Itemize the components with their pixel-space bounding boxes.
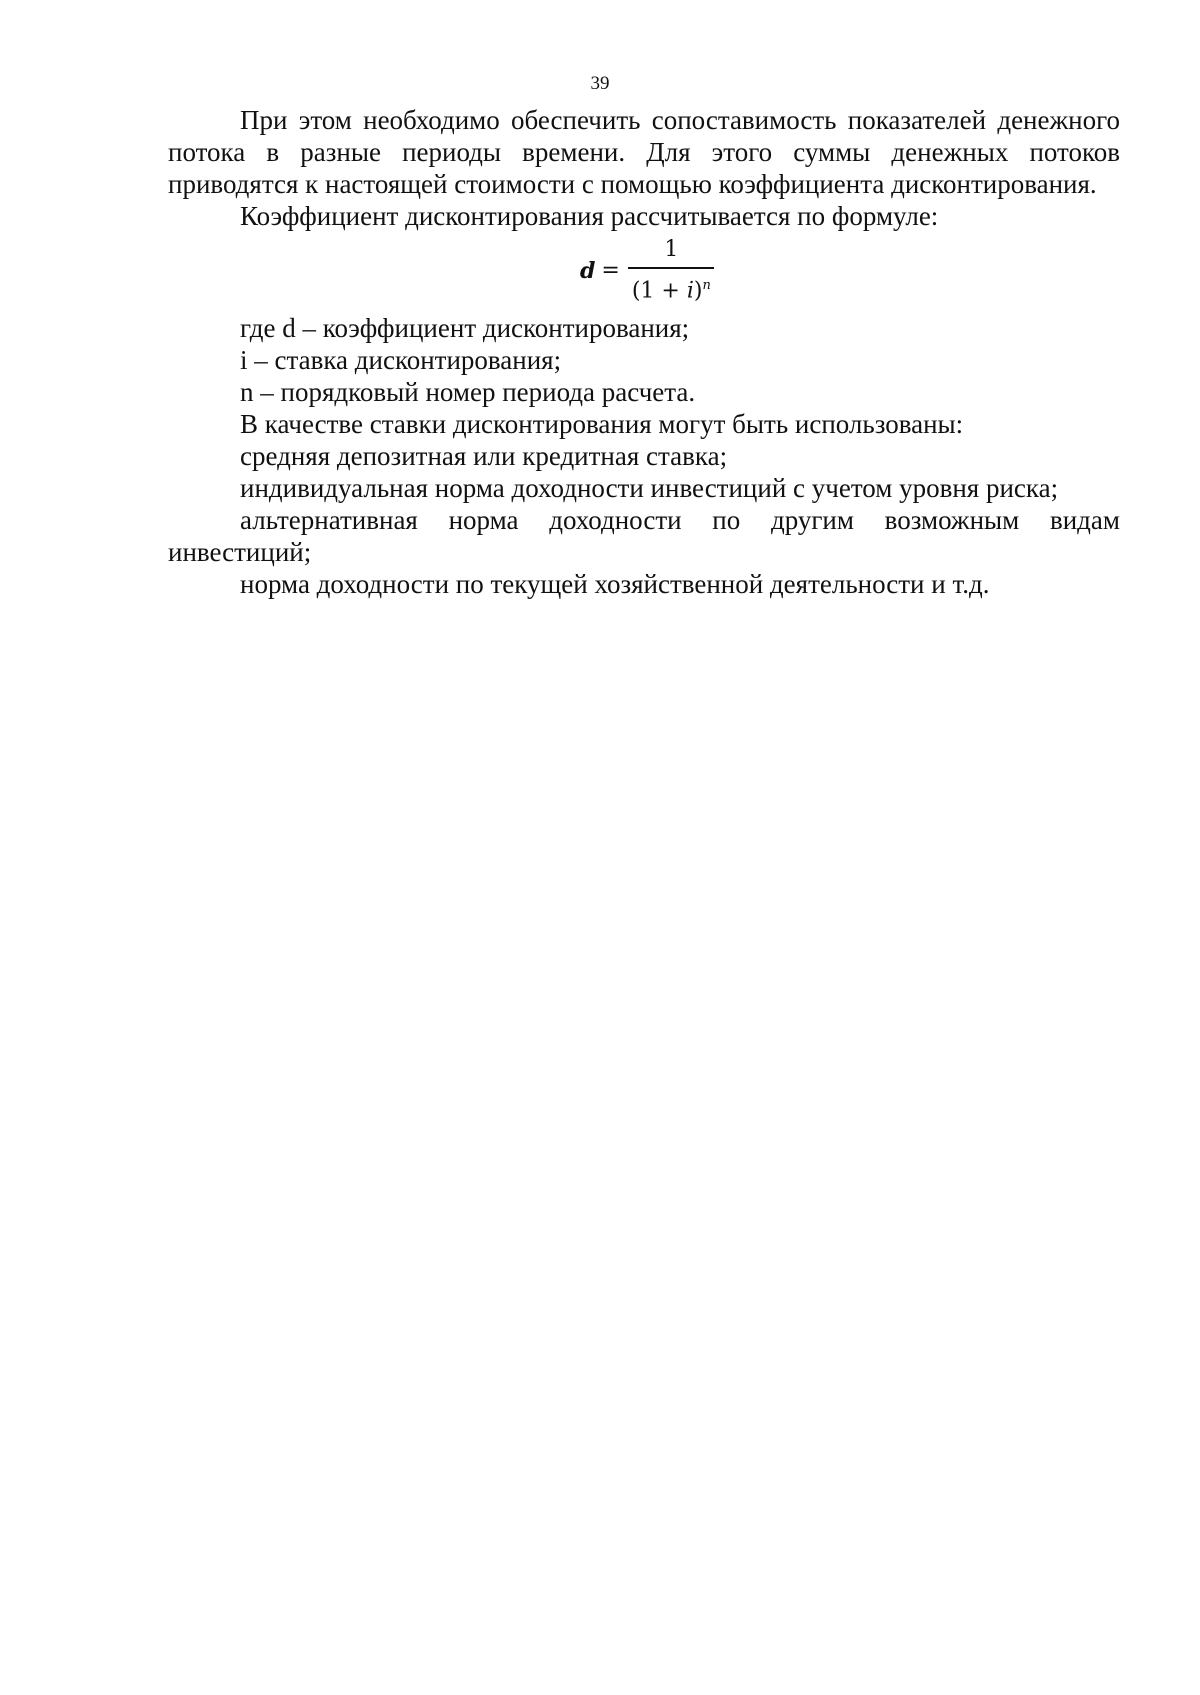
formula-expression <box>580 234 717 308</box>
definition-d: где d – коэффициент дисконтирования; <box>240 313 690 343</box>
formula-exponent: n <box>702 278 711 294</box>
rate-item-alternative: альтернативная норма доходности по другим возможным видам инвестиций; <box>168 505 1120 567</box>
formula-numerator: 1 <box>664 237 679 263</box>
paragraph-comparability: При этом необходимо обеспечить сопоставимость показателей денежного потока в разные периоды времени. Для этого суммы денежных потоков приводятся к настоящей стоимости с помощью коэффициента дисконтирования. <box>168 105 1120 199</box>
formula-fraction <box>626 237 717 304</box>
denominator-variable: i <box>686 278 694 304</box>
paragraph-formula-intro: Коэффициент дисконтирования рассчитывается по формуле: <box>240 201 939 231</box>
rate-item-individual: индивидуальная норма доходности инвестиций с учетом уровня риска; <box>240 473 1059 503</box>
definition-i: i – ставка дисконтирования; <box>240 345 562 375</box>
formula-denominator <box>626 269 717 304</box>
discount-formula <box>168 234 1120 308</box>
denominator-open: (1 + <box>631 278 687 304</box>
formula-lhs: d <box>580 258 596 284</box>
denominator-close: ) <box>693 278 703 304</box>
rate-item-current-activity: норма доходности по текущей хозяйственной деятельности и т.д. <box>240 569 990 599</box>
rate-item-deposit: средняя депозитная или кредитная ставка; <box>240 441 728 471</box>
definition-n: n – порядковый номер периода расчета. <box>240 377 696 407</box>
formula-equals: = <box>601 258 620 283</box>
page-number: 39 <box>590 73 610 94</box>
rates-intro: В качестве ставки дисконтирования могут быть использованы: <box>240 409 964 439</box>
page-content <box>168 104 1120 600</box>
